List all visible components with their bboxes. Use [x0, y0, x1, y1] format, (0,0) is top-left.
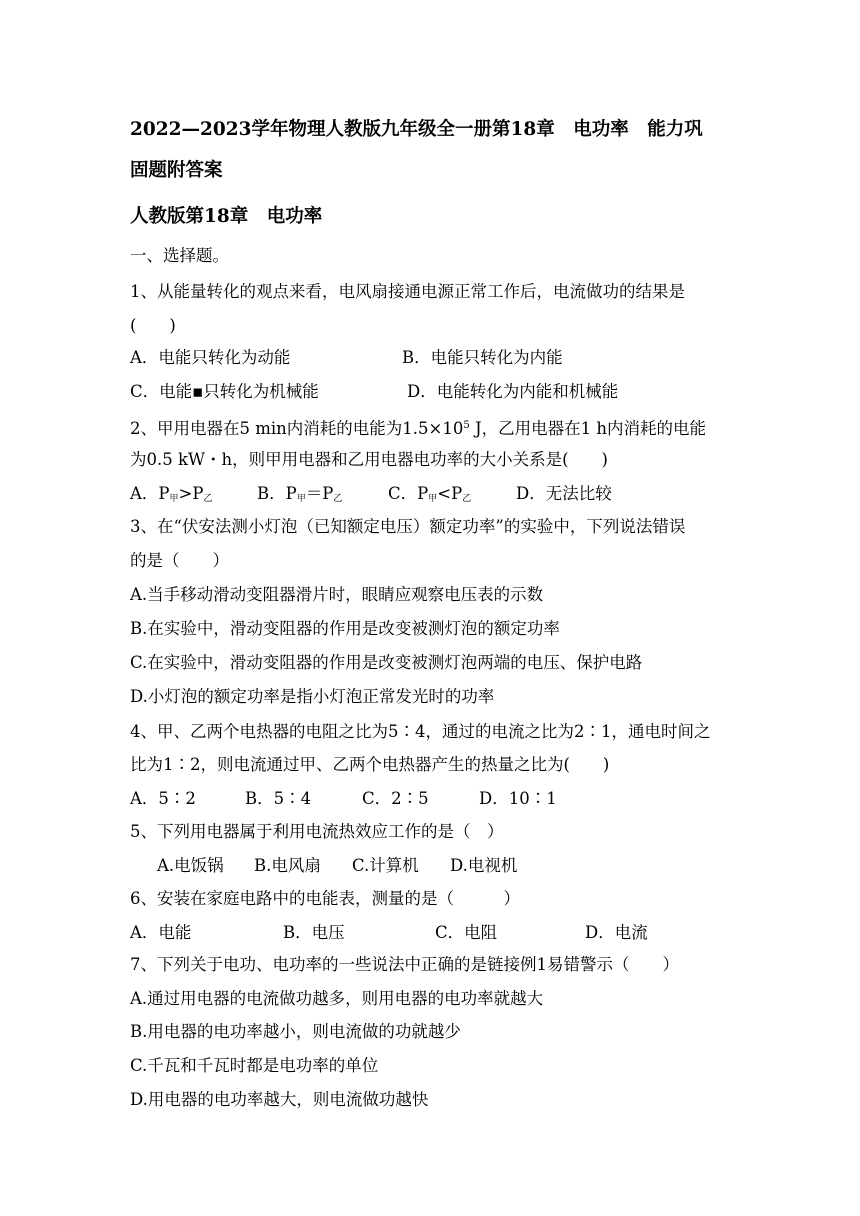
q2-option-c-sub1: 甲	[428, 494, 438, 504]
q4-option-b: B．5∶4	[245, 789, 312, 808]
q2-option-b-op: ＝P	[305, 484, 334, 503]
q2-option-a	[130, 483, 213, 510]
q5-stem: 5、下列用电器属于利用电流热效应工作的是（ ）	[130, 822, 504, 841]
q2-stem-exponent: 5	[463, 420, 470, 431]
q3-option-c: C.在实验中，滑动变阻器的作用是改变被测灯泡两端的电压、保护电路	[130, 653, 643, 672]
q2-stem-line1	[130, 415, 706, 440]
q2-option-c-sub2: 乙	[462, 494, 472, 504]
q1-option-a: A．电能只转化为动能	[130, 348, 291, 367]
q3-option-d: D.小灯泡的额定功率是指小灯泡正常发光时的功率	[130, 687, 495, 706]
q1-stem-line1: 1、从能量转化的观点来看，电风扇接通电源正常工作后，电流做功的结果是	[130, 282, 685, 301]
q2-stem-text-a: 2、甲用电器在5 min内消耗的电能为1.5×10	[130, 419, 464, 438]
q4-stem-line2: 比为1∶2，则电流通过甲、乙两个电热器产生的热量之比为( )	[130, 755, 610, 774]
q1-option-c: C．电能▪只转化为机械能	[130, 382, 319, 401]
q7-option-d: D.用电器的电功率越大，则电流做功越快	[130, 1090, 429, 1109]
q3-stem-line1: 3、在“伏安法测小灯泡（已知额定电压）额定功率”的实验中，下列说法错误	[130, 517, 686, 536]
q6-option-d: D．电流	[585, 923, 648, 942]
q7-stem: 7、下列关于电功、电功率的一些说法中正确的是链接例1易错警示（ ）	[130, 955, 679, 974]
q2-option-c-op: <P	[437, 484, 463, 503]
q4-stem-line1: 4、甲、乙两个电热器的电阻之比为5∶4，通过的电流之比为2∶1，通电时间之	[130, 722, 711, 741]
q2-stem-text-b: J，乙用电器在1 h内消耗的电能	[469, 419, 706, 438]
q7-option-c: C.千瓦和千瓦时都是电功率的单位	[130, 1056, 379, 1075]
q5-option-d: D.电视机	[450, 856, 518, 875]
doc-title-line2: 固题附答案	[130, 160, 223, 181]
q4-option-c: C．2∶5	[362, 789, 429, 808]
doc-title-line1: 2022—2023学年物理人教版九年级全一册第18章 电功率 能力巩	[130, 119, 703, 140]
q6-option-c: C．电阻	[435, 923, 498, 942]
q3-stem-line2: 的是（ ）	[130, 551, 229, 570]
q1-option-b: B．电能只转化为内能	[402, 348, 563, 367]
q2-option-b-sub2: 乙	[333, 494, 343, 504]
q5-option-b: B.电风扇	[254, 856, 321, 875]
q3-option-a: A.当手移动滑动变阻器滑片时，眼睛应观察电压表的示数	[130, 585, 544, 604]
q5-option-a: A.电饭锅	[157, 856, 224, 875]
q2-option-a-op: >P	[178, 484, 204, 503]
q4-option-d: D．10∶1	[479, 789, 557, 808]
q5-option-c: C.计算机	[352, 856, 419, 875]
q2-option-a-p: A．P	[130, 484, 170, 503]
q1-stem-line2: ( )	[130, 316, 176, 335]
q1-option-d: D．电能转化为内能和机械能	[407, 382, 619, 401]
q7-option-b: B.用电器的电功率越小，则电流做的功就越少	[130, 1022, 461, 1041]
q7-option-a: A.通过用电器的电流做功越多，则用电器的电功率就越大	[130, 989, 544, 1008]
q2-option-d: D．无法比较	[516, 484, 612, 503]
q2-option-b	[257, 483, 342, 510]
q6-option-a: A．电能	[130, 923, 192, 942]
q2-option-b-p: B．P	[257, 484, 297, 503]
section-heading: 一、选择题。	[130, 246, 229, 265]
q3-option-b: B.在实验中，滑动变阻器的作用是改变被测灯泡的额定功率	[130, 619, 560, 638]
q6-option-b: B．电压	[283, 923, 345, 942]
q2-option-c-p: C．P	[388, 484, 429, 503]
q2-option-b-sub1: 甲	[296, 494, 306, 504]
q2-option-a-sub1: 甲	[169, 494, 179, 504]
q2-stem-line2: 为0.5 kW・h，则甲用电器和乙用电器电功率的大小关系是( )	[130, 450, 608, 469]
q4-option-a: A．5∶2	[130, 789, 196, 808]
chapter-subtitle: 人教版第18章 电功率	[130, 206, 323, 227]
q6-stem: 6、安装在家庭电路中的电能表，测量的是（ ）	[130, 889, 520, 908]
q2-option-c	[388, 483, 471, 510]
q2-option-a-sub2: 乙	[203, 494, 213, 504]
